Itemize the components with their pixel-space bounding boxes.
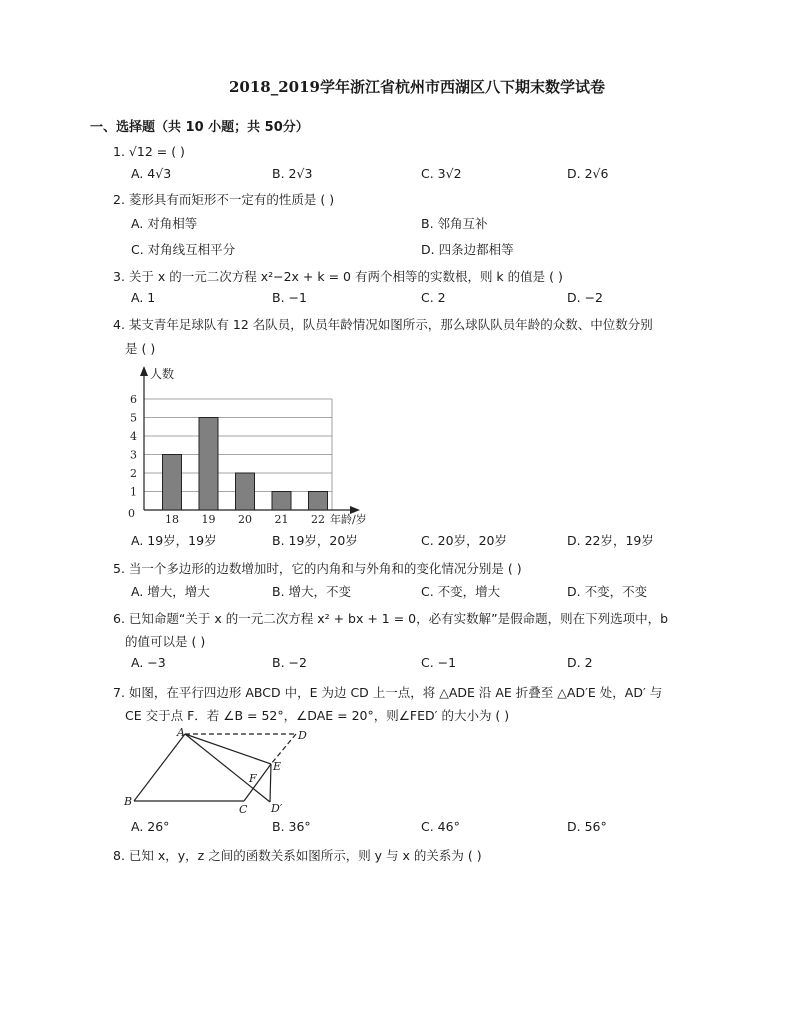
label-e: E	[273, 760, 282, 773]
label-b: B	[124, 795, 133, 808]
y-tick-label: 3	[130, 448, 137, 462]
section-heading: 一、选择题（共 10 小题；共 50分）	[90, 120, 309, 135]
label-d-prime: D′	[271, 802, 283, 815]
label-a: A	[177, 726, 185, 739]
q5-option-d: D. 不变，不变	[567, 584, 648, 599]
y-tick-label: 4	[130, 430, 137, 443]
q5-option-c: C. 不变，增大	[421, 584, 501, 599]
question-7-cont: CE 交于点 F．若 ∠B = 52°，∠DAE = 20°，则∠FED′ 的大小为 ( )	[125, 708, 510, 723]
segment-ae	[185, 734, 271, 764]
q6-option-c: C. −1	[421, 655, 457, 670]
x-tick-label: 19	[201, 513, 216, 526]
q2-option-b: B. 邻角互补	[421, 216, 488, 231]
q2-option-d: D. 四条边都相等	[421, 242, 514, 257]
q6-option-d: D. 2	[567, 655, 593, 670]
question-4: 4. 某支青年足球队有 12 名队员，队员年龄情况如图所示，那么球队队员年龄的众数、中位数分别	[113, 317, 653, 332]
y-axis-label: 人数	[150, 367, 175, 381]
q2-option-c: C. 对角线互相平分	[131, 242, 236, 257]
q6-option-a: A. −3	[131, 655, 166, 670]
q1-option-a: A. 4√3	[131, 166, 172, 181]
bar	[163, 455, 182, 511]
question-4-cont: 是 ( )	[125, 341, 156, 356]
q1-option-b: B. 2√3	[272, 166, 313, 181]
segment-ad-prime	[185, 734, 270, 802]
q3-option-c: C. 2	[421, 290, 446, 305]
x-tick-label: 20	[238, 513, 252, 526]
page-title: 2018_2019学年浙江省杭州市西湖区八下期末数学试卷	[229, 78, 605, 96]
parallelogram-figure	[118, 724, 318, 818]
question-5: 5. 当一个多边形的边数增加时，它的内角和与外角和的变化情况分别是 ( )	[113, 561, 522, 576]
age-bar-chart	[118, 362, 378, 526]
y-tick-label: 2	[130, 467, 137, 480]
segment-ed-prime	[270, 764, 271, 802]
q7-option-b: B. 36°	[272, 819, 311, 834]
q3-option-d: D. −2	[567, 290, 603, 305]
bar	[272, 492, 291, 511]
x-tick-label: 22	[311, 513, 325, 526]
q1-option-d: D. 2√6	[567, 166, 609, 181]
q4-option-a: A. 19岁，19岁	[131, 533, 217, 548]
question-6: 6. 已知命题“关于 x 的一元二次方程 x² + bx + 1 = 0，必有实数解”是假命题，则在下列选项中，b	[113, 611, 669, 626]
question-3: 3. 关于 x 的一元二次方程 x²−2x + k = 0 有两个相等的实数根，则 k 的值是 ( )	[113, 269, 563, 284]
bar	[236, 473, 255, 510]
q7-option-c: C. 46°	[421, 819, 460, 834]
question-6-cont: 的值可以是 ( )	[125, 634, 206, 649]
question-2: 2. 菱形具有而矩形不一定有的性质是 ( )	[113, 192, 335, 207]
y-tick-label: 5	[130, 411, 137, 425]
x-axis-label: 年龄/岁	[330, 513, 367, 526]
q4-option-c: C. 20岁，20岁	[421, 533, 507, 548]
y-tick-label: 1	[130, 485, 137, 499]
q4-option-b: B. 19岁，20岁	[272, 533, 358, 548]
x-tick-label: 21	[274, 513, 289, 526]
label-c: C	[239, 803, 248, 816]
bar	[199, 418, 218, 511]
question-8: 8. 已知 x，y，z 之间的函数关系如图所示，则 y 与 x 的关系为 ( )	[113, 848, 482, 863]
q3-option-b: B. −1	[272, 290, 307, 305]
q7-option-d: D. 56°	[567, 819, 607, 834]
q7-option-a: A. 26°	[131, 819, 170, 834]
y-axis-arrow	[140, 366, 148, 376]
q1-option-c: C. 3√2	[421, 166, 462, 181]
x-tick-label: 18	[165, 513, 179, 526]
y-tick-label: 0	[128, 507, 135, 520]
q5-option-b: B. 增大，不变	[272, 584, 352, 599]
segment-ab	[134, 734, 185, 801]
q4-option-d: D. 22岁，19岁	[567, 533, 654, 548]
q2-option-a: A. 对角相等	[131, 216, 198, 231]
q3-option-a: A. 1	[131, 290, 156, 305]
question-1: 1. √12 = ( )	[113, 144, 185, 159]
question-7: 7. 如图，在平行四边形 ABCD 中，E 为边 CD 上一点，将 △ADE 沿 AE 折叠至 △AD′E 处，AD′ 与	[113, 685, 663, 700]
bar	[309, 492, 328, 511]
label-f: F	[249, 772, 257, 785]
q6-option-b: B. −2	[272, 655, 307, 670]
label-d: D	[298, 729, 307, 742]
y-tick-label: 6	[130, 393, 137, 406]
q5-option-a: A. 增大，增大	[131, 584, 210, 599]
